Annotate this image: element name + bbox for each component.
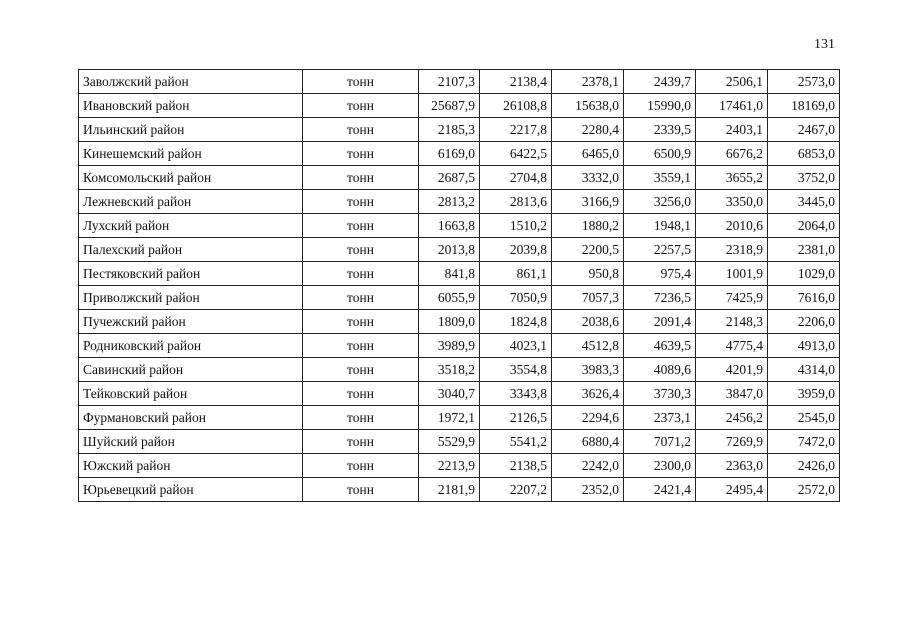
unit-cell: тонн (303, 310, 419, 334)
value-cell: 3518,2 (419, 358, 480, 382)
value-cell: 2217,8 (480, 118, 552, 142)
table-row (79, 166, 840, 190)
unit-cell: тонн (303, 358, 419, 382)
value-cell: 2038,6 (552, 310, 624, 334)
unit-cell: тонн (303, 478, 419, 502)
district-name-cell: Ильинский район (79, 118, 303, 142)
value-cell: 2300,0 (624, 454, 696, 478)
table-body (79, 70, 840, 502)
value-cell: 2126,5 (480, 406, 552, 430)
unit-cell: тонн (303, 430, 419, 454)
district-name-cell: Пестяковский район (79, 262, 303, 286)
value-cell: 2207,2 (480, 478, 552, 502)
value-cell: 2318,9 (696, 238, 768, 262)
unit-cell: тонн (303, 70, 419, 94)
value-cell: 6676,2 (696, 142, 768, 166)
value-cell: 2010,6 (696, 214, 768, 238)
unit-cell: тонн (303, 118, 419, 142)
unit-cell: тонн (303, 142, 419, 166)
table-row (79, 454, 840, 478)
value-cell: 5529,9 (419, 430, 480, 454)
table-row (79, 286, 840, 310)
value-cell: 4023,1 (480, 334, 552, 358)
district-name-cell: Савинский район (79, 358, 303, 382)
value-cell: 2456,2 (696, 406, 768, 430)
value-cell: 7425,9 (696, 286, 768, 310)
value-cell: 3445,0 (768, 190, 840, 214)
value-cell: 4775,4 (696, 334, 768, 358)
value-cell: 3989,9 (419, 334, 480, 358)
table-row (79, 190, 840, 214)
value-cell: 2064,0 (768, 214, 840, 238)
unit-cell: тонн (303, 238, 419, 262)
district-name-cell: Лежневский район (79, 190, 303, 214)
value-cell: 3256,0 (624, 190, 696, 214)
value-cell: 3554,8 (480, 358, 552, 382)
value-cell: 1510,2 (480, 214, 552, 238)
district-name-cell: Юрьевецкий район (79, 478, 303, 502)
value-cell: 2091,4 (624, 310, 696, 334)
value-cell: 4512,8 (552, 334, 624, 358)
value-cell: 2213,9 (419, 454, 480, 478)
value-cell: 1001,9 (696, 262, 768, 286)
value-cell: 25687,9 (419, 94, 480, 118)
table-row (79, 406, 840, 430)
value-cell: 17461,0 (696, 94, 768, 118)
value-cell: 2148,3 (696, 310, 768, 334)
value-cell: 4089,6 (624, 358, 696, 382)
unit-cell: тонн (303, 334, 419, 358)
value-cell: 2138,4 (480, 70, 552, 94)
value-cell: 1880,2 (552, 214, 624, 238)
value-cell: 2545,0 (768, 406, 840, 430)
unit-cell: тонн (303, 214, 419, 238)
table-row (79, 118, 840, 142)
unit-cell: тонн (303, 454, 419, 478)
value-cell: 2467,0 (768, 118, 840, 142)
value-cell: 2107,3 (419, 70, 480, 94)
value-cell: 2138,5 (480, 454, 552, 478)
value-cell: 26108,8 (480, 94, 552, 118)
value-cell: 2257,5 (624, 238, 696, 262)
district-name-cell: Лухский район (79, 214, 303, 238)
district-name-cell: Комсомольский район (79, 166, 303, 190)
value-cell: 1809,0 (419, 310, 480, 334)
value-cell: 6853,0 (768, 142, 840, 166)
unit-cell: тонн (303, 94, 419, 118)
value-cell: 7616,0 (768, 286, 840, 310)
value-cell: 7050,9 (480, 286, 552, 310)
unit-cell: тонн (303, 166, 419, 190)
table-row (79, 262, 840, 286)
table-row (79, 430, 840, 454)
value-cell: 6500,9 (624, 142, 696, 166)
value-cell: 2294,6 (552, 406, 624, 430)
value-cell: 2704,8 (480, 166, 552, 190)
value-cell: 4639,5 (624, 334, 696, 358)
value-cell: 2421,4 (624, 478, 696, 502)
value-cell: 3626,4 (552, 382, 624, 406)
value-cell: 15638,0 (552, 94, 624, 118)
district-name-cell: Южский район (79, 454, 303, 478)
value-cell: 2813,6 (480, 190, 552, 214)
value-cell: 1824,8 (480, 310, 552, 334)
value-cell: 2181,9 (419, 478, 480, 502)
value-cell: 3847,0 (696, 382, 768, 406)
value-cell: 6880,4 (552, 430, 624, 454)
value-cell: 4201,9 (696, 358, 768, 382)
table-row (79, 142, 840, 166)
table-row (79, 358, 840, 382)
value-cell: 7057,3 (552, 286, 624, 310)
district-name-cell: Ивановский район (79, 94, 303, 118)
value-cell: 975,4 (624, 262, 696, 286)
value-cell: 1663,8 (419, 214, 480, 238)
value-cell: 2403,1 (696, 118, 768, 142)
value-cell: 3166,9 (552, 190, 624, 214)
district-name-cell: Палехский район (79, 238, 303, 262)
value-cell: 18169,0 (768, 94, 840, 118)
value-cell: 2363,0 (696, 454, 768, 478)
value-cell: 2280,4 (552, 118, 624, 142)
district-name-cell: Пучежский район (79, 310, 303, 334)
value-cell: 2339,5 (624, 118, 696, 142)
value-cell: 3752,0 (768, 166, 840, 190)
district-name-cell: Шуйский район (79, 430, 303, 454)
value-cell: 6169,0 (419, 142, 480, 166)
value-cell: 3730,3 (624, 382, 696, 406)
value-cell: 2378,1 (552, 70, 624, 94)
value-cell: 4314,0 (768, 358, 840, 382)
district-name-cell: Родниковский район (79, 334, 303, 358)
value-cell: 2506,1 (696, 70, 768, 94)
table-row (79, 214, 840, 238)
value-cell: 2573,0 (768, 70, 840, 94)
value-cell: 2813,2 (419, 190, 480, 214)
value-cell: 2242,0 (552, 454, 624, 478)
value-cell: 3655,2 (696, 166, 768, 190)
value-cell: 2495,4 (696, 478, 768, 502)
value-cell: 3959,0 (768, 382, 840, 406)
table-row (79, 238, 840, 262)
page-number: 131 (814, 37, 835, 52)
value-cell: 1948,1 (624, 214, 696, 238)
value-cell: 1972,1 (419, 406, 480, 430)
value-cell: 7071,2 (624, 430, 696, 454)
value-cell: 3040,7 (419, 382, 480, 406)
table-row (79, 478, 840, 502)
value-cell: 6422,5 (480, 142, 552, 166)
district-name-cell: Фурмановский район (79, 406, 303, 430)
district-name-cell: Тейковский район (79, 382, 303, 406)
value-cell: 2572,0 (768, 478, 840, 502)
value-cell: 7236,5 (624, 286, 696, 310)
value-cell: 1029,0 (768, 262, 840, 286)
value-cell: 6465,0 (552, 142, 624, 166)
value-cell: 7269,9 (696, 430, 768, 454)
unit-cell: тонн (303, 190, 419, 214)
table-row (79, 94, 840, 118)
value-cell: 3559,1 (624, 166, 696, 190)
value-cell: 15990,0 (624, 94, 696, 118)
value-cell: 2373,1 (624, 406, 696, 430)
unit-cell: тонн (303, 286, 419, 310)
table-row (79, 382, 840, 406)
value-cell: 2206,0 (768, 310, 840, 334)
value-cell: 841,8 (419, 262, 480, 286)
value-cell: 2687,5 (419, 166, 480, 190)
value-cell: 6055,9 (419, 286, 480, 310)
value-cell: 861,1 (480, 262, 552, 286)
value-cell: 2200,5 (552, 238, 624, 262)
unit-cell: тонн (303, 262, 419, 286)
district-name-cell: Кинешемский район (79, 142, 303, 166)
value-cell: 3350,0 (696, 190, 768, 214)
unit-cell: тонн (303, 382, 419, 406)
district-table (78, 69, 840, 502)
value-cell: 2352,0 (552, 478, 624, 502)
value-cell: 2439,7 (624, 70, 696, 94)
value-cell: 2185,3 (419, 118, 480, 142)
unit-cell: тонн (303, 406, 419, 430)
value-cell: 7472,0 (768, 430, 840, 454)
value-cell: 4913,0 (768, 334, 840, 358)
value-cell: 3332,0 (552, 166, 624, 190)
table-row (79, 310, 840, 334)
value-cell: 2013,8 (419, 238, 480, 262)
value-cell: 2381,0 (768, 238, 840, 262)
value-cell: 5541,2 (480, 430, 552, 454)
value-cell: 2039,8 (480, 238, 552, 262)
value-cell: 3983,3 (552, 358, 624, 382)
value-cell: 950,8 (552, 262, 624, 286)
district-name-cell: Приволжский район (79, 286, 303, 310)
table-row (79, 334, 840, 358)
value-cell: 2426,0 (768, 454, 840, 478)
value-cell: 3343,8 (480, 382, 552, 406)
table-row (79, 70, 840, 94)
district-name-cell: Заволжский район (79, 70, 303, 94)
